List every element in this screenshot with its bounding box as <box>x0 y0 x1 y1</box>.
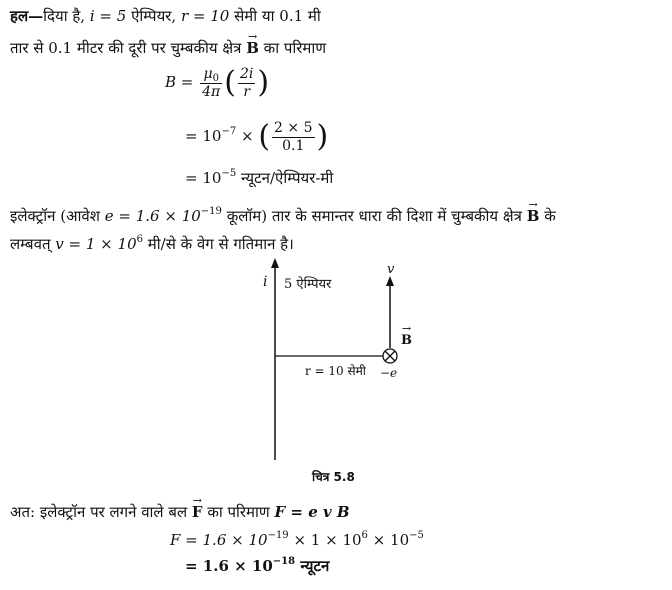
mu-symbol: μ <box>203 65 213 82</box>
eq4-b: × 1 × 10 <box>293 531 362 549</box>
distance-m: 0.1 मी <box>279 7 321 25</box>
eq2-exp: −7 <box>221 126 237 137</box>
charge-exp: −19 <box>200 206 222 217</box>
or-text: या <box>261 7 275 25</box>
fig-e-label: −e <box>380 366 398 380</box>
eq2-right-paren: ) <box>316 119 329 154</box>
eq5-a: = 1.6 × 10 <box>185 557 273 575</box>
four-pi: 4π <box>202 83 221 100</box>
para2-b: मी/से के वेग से गतिमान है। <box>147 235 294 253</box>
cm-unit: सेमी <box>234 7 258 25</box>
velocity-value: v = 1 × 10 <box>55 235 137 253</box>
figure-caption: चित्र 5.8 <box>312 470 355 484</box>
para1-vector-B: → B <box>527 206 540 226</box>
force-formula: F = e v B <box>274 503 350 521</box>
charge-value: e = 1.6 × 10 <box>104 207 201 225</box>
fig-B-label: → B <box>401 333 412 348</box>
given-text: दिया है, <box>43 7 86 25</box>
ampere-unit: ऐम्पियर, <box>131 7 177 25</box>
solution-label: हल <box>10 7 29 25</box>
fig-r-label: r = 10 सेमी <box>305 364 366 378</box>
para1-c: के <box>544 207 556 225</box>
eq2-times: × <box>240 127 254 145</box>
left-paren: ( <box>224 65 236 100</box>
force-b: का परिमाण <box>207 503 270 521</box>
eq5-unit: न्यूटन <box>300 557 330 575</box>
force-a: अत: इलेक्ट्रॉन पर लगने वाले बल <box>10 503 188 521</box>
eq4-exp2: 6 <box>361 530 368 541</box>
fig-current-label: 5 ऐम्पियर <box>284 277 332 292</box>
eq5-exp: −18 <box>272 556 296 567</box>
mu-sub: 0 <box>212 72 219 84</box>
eq4-exp3: −5 <box>409 530 424 541</box>
eq1-lhs: B = <box>165 73 194 91</box>
dash: — <box>28 7 44 25</box>
eq4-a: F = 1.6 × 10 <box>170 531 268 549</box>
current-arrow <box>271 258 279 268</box>
right-paren: ) <box>257 65 270 100</box>
fig-i-label: i <box>263 274 268 290</box>
force-line <box>10 502 350 522</box>
two-i: 2i <box>239 65 254 82</box>
eq2-num: 2 × 5 <box>274 119 313 136</box>
vector-B: → B <box>246 38 259 58</box>
para2-a: लम्बवत् <box>10 235 51 253</box>
current-value: i = 5 <box>89 7 127 25</box>
eq3-exp: −5 <box>221 168 237 179</box>
eq2-den: 0.1 <box>282 137 305 154</box>
force-calc <box>170 530 424 550</box>
eq2-prefix: = 10 <box>185 127 222 145</box>
field-intro-tail: का परिमाण <box>263 39 327 57</box>
distance-value: r = 10 <box>180 7 230 25</box>
vector-F: → F <box>192 502 203 522</box>
eq3-unit: न्यूटन/ऐम्पियर-मी <box>240 169 334 187</box>
fig-v-label: v <box>387 262 395 277</box>
field-intro-text: तार से 0.1 मीटर की दूरी पर चुम्बकीय क्षेत्र <box>10 39 242 57</box>
velocity-arrow <box>386 276 394 286</box>
r-symbol: r <box>243 83 251 100</box>
eq4-c: × 10 <box>372 531 410 549</box>
para1-a: इलेक्ट्रॉन (आवेश <box>10 207 100 225</box>
force-result <box>185 556 329 576</box>
eq3-prefix: = 10 <box>185 169 222 187</box>
para1-b: कूलॉम) तार के समान्तर धारा की दिशा में चुम्बकीय क्षेत्र <box>226 207 522 225</box>
eq2-left-paren: ( <box>258 119 271 154</box>
eq4-exp1: −19 <box>267 530 289 541</box>
velocity-exp: 6 <box>136 234 143 245</box>
